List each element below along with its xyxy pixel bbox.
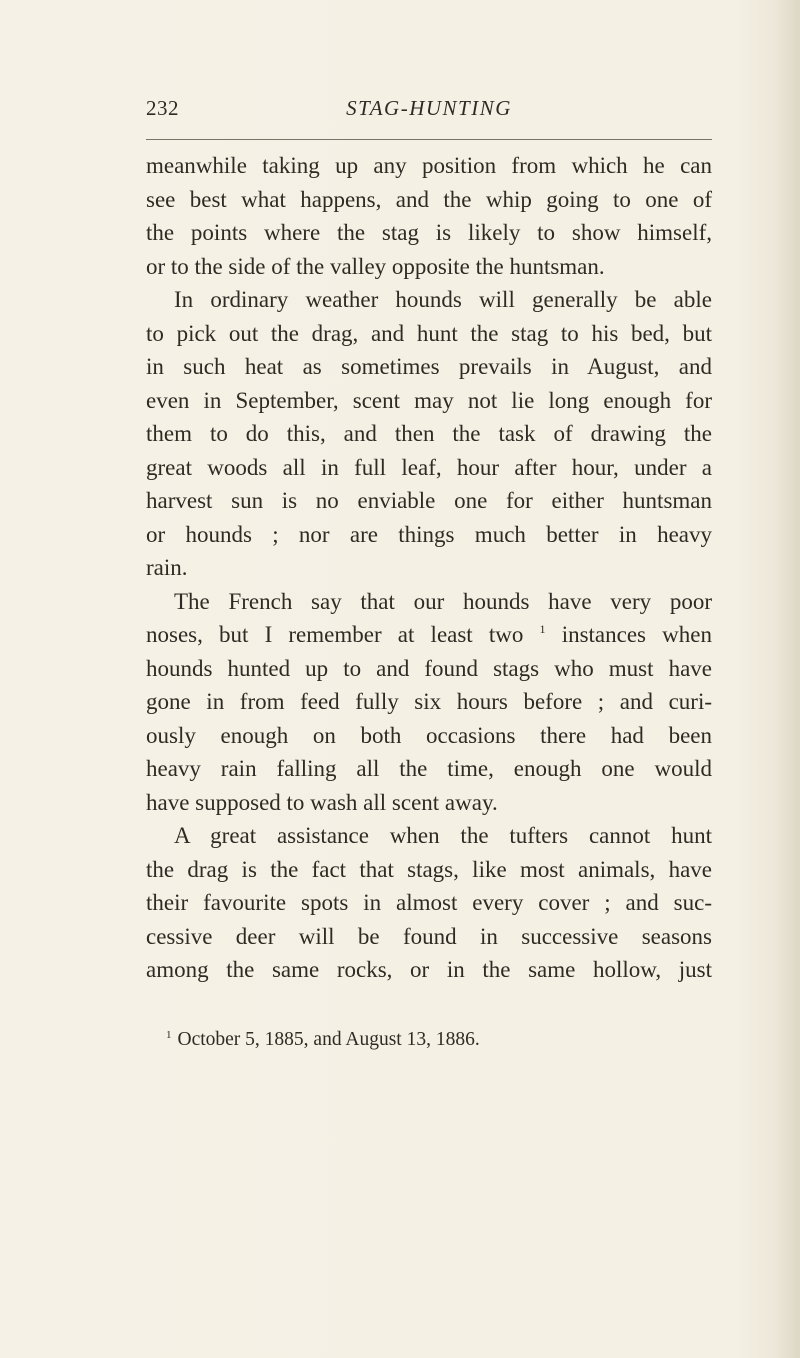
- text-line: A great assistance when the tufters cannot hunt: [174, 823, 712, 848]
- running-title: STAG-HUNTING: [346, 96, 512, 120]
- text-line: heavy rain falling all the time, enough one would: [146, 756, 712, 781]
- text-line: see best what happens, and the whip going to one of: [146, 186, 712, 212]
- text-line: to pick out the drag, and hunt the stag to his bed, but: [146, 320, 712, 346]
- text-line: hounds hunted up to and found stags who must have: [146, 655, 712, 681]
- header-rule: [146, 139, 712, 140]
- text-line: rain.: [146, 555, 188, 580]
- text-line: them to do this, and then the task of drawing the: [146, 421, 712, 446]
- text-line: have supposed to wash all scent away.: [146, 789, 498, 815]
- text-fragment: instances when: [561, 622, 712, 647]
- text-line: harvest sun is no enviable one for either huntsman: [146, 488, 712, 513]
- text-line: their favourite spots in almost every cover ; and suc-: [146, 890, 712, 915]
- text-line: In ordinary weather hounds will generally be able: [174, 287, 712, 312]
- text-line: gone in from feed fully six hours before ; and curi-: [146, 689, 712, 714]
- text-line: The French say that our hounds have very poor: [174, 588, 712, 614]
- footnote-reference: 1: [539, 622, 546, 636]
- text-line: even in September, scent may not lie long enough for: [146, 387, 712, 413]
- text-line: among the same rocks, or in the same hollow, just: [146, 957, 712, 982]
- text-line-with-footnote: [146, 618, 712, 652]
- page-number: 232: [146, 96, 179, 120]
- text-line: the points where the stag is likely to show himself,: [146, 220, 712, 245]
- footnote-marker: 1: [166, 1029, 172, 1041]
- footnote-text: October 5, 1885, and August 13, 1886.: [177, 1029, 480, 1050]
- page-header: [146, 96, 712, 130]
- text-line: or to the side of the valley opposite the huntsman.: [146, 253, 605, 279]
- text-fragment: noses, but I remember at least two: [146, 622, 524, 647]
- text-line: meanwhile taking up any position from which he can: [146, 153, 712, 178]
- text-line: cessive deer will be found in successive seasons: [146, 923, 712, 949]
- text-line: ously enough on both occasions there had been: [146, 722, 712, 748]
- text-line: in such heat as sometimes prevails in August, and: [146, 354, 712, 379]
- text-line: the drag is the fact that stags, like most animals, have: [146, 856, 712, 882]
- text-line: or hounds ; nor are things much better in heavy: [146, 521, 712, 547]
- footnote: [146, 1021, 712, 1054]
- text-line: great woods all in full leaf, hour after hour, under a: [146, 454, 712, 480]
- body-text: [146, 149, 712, 987]
